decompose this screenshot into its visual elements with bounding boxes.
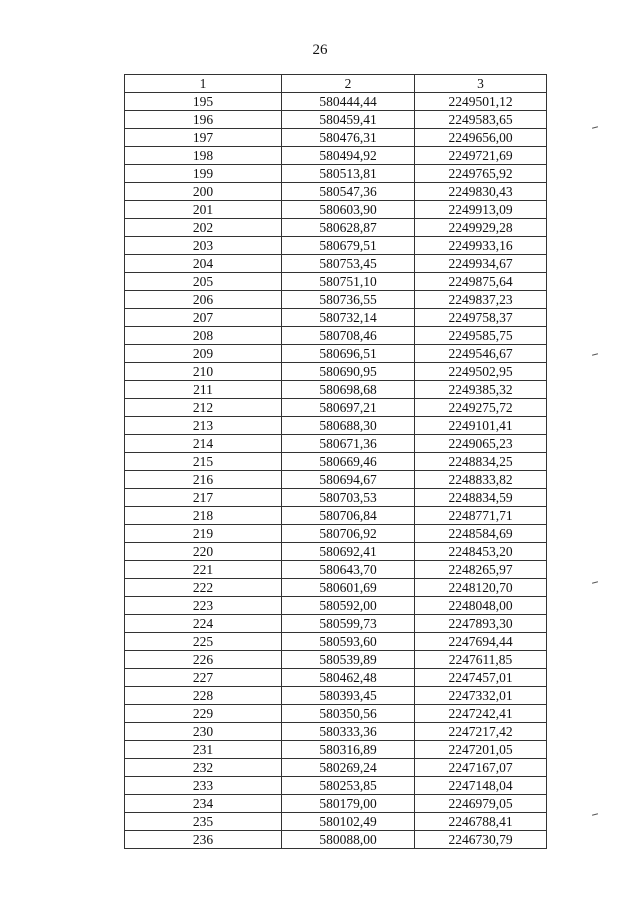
y-coordinate-cell: 2247893,30 (415, 615, 547, 633)
x-coordinate-cell: 580732,14 (282, 309, 415, 327)
table-row (125, 813, 547, 831)
table-row (125, 705, 547, 723)
table-row (125, 507, 547, 525)
x-coordinate-cell: 580690,95 (282, 363, 415, 381)
point-number-cell: 218 (125, 507, 282, 525)
y-coordinate-cell: 2248584,69 (415, 525, 547, 543)
point-number-cell: 216 (125, 471, 282, 489)
point-number-cell: 202 (125, 219, 282, 237)
x-coordinate-cell: 580751,10 (282, 273, 415, 291)
point-number-cell: 206 (125, 291, 282, 309)
y-coordinate-cell: 2247148,04 (415, 777, 547, 795)
point-number-cell: 222 (125, 579, 282, 597)
table-row (125, 687, 547, 705)
x-coordinate-cell: 580444,44 (282, 93, 415, 111)
point-number-cell: 204 (125, 255, 282, 273)
y-coordinate-cell: 2249385,32 (415, 381, 547, 399)
y-coordinate-cell: 2249065,23 (415, 435, 547, 453)
table-row (125, 831, 547, 849)
point-number-cell: 198 (125, 147, 282, 165)
table-row (125, 291, 547, 309)
table-row (125, 165, 547, 183)
x-coordinate-cell: 580269,24 (282, 759, 415, 777)
point-number-cell: 208 (125, 327, 282, 345)
table-row (125, 561, 547, 579)
x-coordinate-cell: 580603,90 (282, 201, 415, 219)
point-number-cell: 225 (125, 633, 282, 651)
x-coordinate-cell: 580393,45 (282, 687, 415, 705)
y-coordinate-cell: 2249101,41 (415, 417, 547, 435)
x-coordinate-cell: 580643,70 (282, 561, 415, 579)
coordinates-table (124, 74, 547, 849)
y-coordinate-cell: 2246788,41 (415, 813, 547, 831)
y-coordinate-cell: 2248453,20 (415, 543, 547, 561)
y-coordinate-cell: 2247167,07 (415, 759, 547, 777)
table-row (125, 543, 547, 561)
x-coordinate-cell: 580698,68 (282, 381, 415, 399)
margin-mark (592, 126, 598, 129)
point-number-cell: 210 (125, 363, 282, 381)
table-row (125, 723, 547, 741)
x-coordinate-cell: 580088,00 (282, 831, 415, 849)
column-header-1: 1 (125, 75, 282, 93)
point-number-cell: 195 (125, 93, 282, 111)
x-coordinate-cell: 580253,85 (282, 777, 415, 795)
table-row (125, 345, 547, 363)
x-coordinate-cell: 580593,60 (282, 633, 415, 651)
table-row (125, 309, 547, 327)
margin-mark (592, 813, 598, 816)
table-row (125, 399, 547, 417)
table-row (125, 147, 547, 165)
x-coordinate-cell: 580599,73 (282, 615, 415, 633)
table-row (125, 453, 547, 471)
x-coordinate-cell: 580179,00 (282, 795, 415, 813)
y-coordinate-cell: 2248833,82 (415, 471, 547, 489)
y-coordinate-cell: 2248120,70 (415, 579, 547, 597)
table-row (125, 471, 547, 489)
table-row (125, 615, 547, 633)
x-coordinate-cell: 580333,36 (282, 723, 415, 741)
x-coordinate-cell: 580316,89 (282, 741, 415, 759)
point-number-cell: 227 (125, 669, 282, 687)
point-number-cell: 213 (125, 417, 282, 435)
column-header-3: 3 (415, 75, 547, 93)
x-coordinate-cell: 580708,46 (282, 327, 415, 345)
table-row (125, 633, 547, 651)
x-coordinate-cell: 580697,21 (282, 399, 415, 417)
x-coordinate-cell: 580462,48 (282, 669, 415, 687)
y-coordinate-cell: 2248771,71 (415, 507, 547, 525)
point-number-cell: 229 (125, 705, 282, 723)
table-row (125, 669, 547, 687)
x-coordinate-cell: 580102,49 (282, 813, 415, 831)
y-coordinate-cell: 2246730,79 (415, 831, 547, 849)
table-row (125, 255, 547, 273)
y-coordinate-cell: 2249933,16 (415, 237, 547, 255)
point-number-cell: 196 (125, 111, 282, 129)
point-number-cell: 230 (125, 723, 282, 741)
table-row (125, 363, 547, 381)
table-row (125, 237, 547, 255)
point-number-cell: 223 (125, 597, 282, 615)
y-coordinate-cell: 2249913,09 (415, 201, 547, 219)
y-coordinate-cell: 2248834,59 (415, 489, 547, 507)
point-number-cell: 215 (125, 453, 282, 471)
table-row (125, 93, 547, 111)
y-coordinate-cell: 2249934,67 (415, 255, 547, 273)
table-row (125, 381, 547, 399)
y-coordinate-cell: 2247457,01 (415, 669, 547, 687)
table-row (125, 597, 547, 615)
point-number-cell: 228 (125, 687, 282, 705)
point-number-cell: 217 (125, 489, 282, 507)
y-coordinate-cell: 2248265,97 (415, 561, 547, 579)
table-row (125, 111, 547, 129)
y-coordinate-cell: 2247201,05 (415, 741, 547, 759)
x-coordinate-cell: 580669,46 (282, 453, 415, 471)
table-row (125, 183, 547, 201)
point-number-cell: 203 (125, 237, 282, 255)
x-coordinate-cell: 580688,30 (282, 417, 415, 435)
x-coordinate-cell: 580696,51 (282, 345, 415, 363)
x-coordinate-cell: 580547,36 (282, 183, 415, 201)
table-row (125, 795, 547, 813)
point-number-cell: 220 (125, 543, 282, 561)
x-coordinate-cell: 580692,41 (282, 543, 415, 561)
x-coordinate-cell: 580350,56 (282, 705, 415, 723)
table-row (125, 417, 547, 435)
y-coordinate-cell: 2247332,01 (415, 687, 547, 705)
y-coordinate-cell: 2249758,37 (415, 309, 547, 327)
table-row (125, 525, 547, 543)
page-number: 26 (312, 42, 328, 58)
point-number-cell: 226 (125, 651, 282, 669)
point-number-cell: 205 (125, 273, 282, 291)
x-coordinate-cell: 580494,92 (282, 147, 415, 165)
point-number-cell: 212 (125, 399, 282, 417)
x-coordinate-cell: 580592,00 (282, 597, 415, 615)
y-coordinate-cell: 2249656,00 (415, 129, 547, 147)
point-number-cell: 200 (125, 183, 282, 201)
y-coordinate-cell: 2249765,92 (415, 165, 547, 183)
y-coordinate-cell: 2249929,28 (415, 219, 547, 237)
y-coordinate-cell: 2246979,05 (415, 795, 547, 813)
table-row (125, 777, 547, 795)
point-number-cell: 221 (125, 561, 282, 579)
x-coordinate-cell: 580539,89 (282, 651, 415, 669)
y-coordinate-cell: 2249546,67 (415, 345, 547, 363)
column-header-2: 2 (282, 75, 415, 93)
point-number-cell: 232 (125, 759, 282, 777)
point-number-cell: 233 (125, 777, 282, 795)
margin-mark (592, 353, 598, 356)
table-row (125, 129, 547, 147)
y-coordinate-cell: 2249721,69 (415, 147, 547, 165)
point-number-cell: 235 (125, 813, 282, 831)
table-row (125, 327, 547, 345)
y-coordinate-cell: 2249501,12 (415, 93, 547, 111)
y-coordinate-cell: 2249502,95 (415, 363, 547, 381)
y-coordinate-cell: 2249275,72 (415, 399, 547, 417)
table-body (125, 93, 547, 849)
x-coordinate-cell: 580706,84 (282, 507, 415, 525)
x-coordinate-cell: 580703,53 (282, 489, 415, 507)
point-number-cell: 214 (125, 435, 282, 453)
table-row (125, 579, 547, 597)
x-coordinate-cell: 580679,51 (282, 237, 415, 255)
x-coordinate-cell: 580694,67 (282, 471, 415, 489)
y-coordinate-cell: 2248048,00 (415, 597, 547, 615)
x-coordinate-cell: 580706,92 (282, 525, 415, 543)
point-number-cell: 211 (125, 381, 282, 399)
x-coordinate-cell: 580736,55 (282, 291, 415, 309)
table-row (125, 435, 547, 453)
y-coordinate-cell: 2249875,64 (415, 273, 547, 291)
margin-mark (592, 581, 598, 584)
point-number-cell: 224 (125, 615, 282, 633)
y-coordinate-cell: 2247694,44 (415, 633, 547, 651)
point-number-cell: 231 (125, 741, 282, 759)
table-row (125, 651, 547, 669)
table-row (125, 489, 547, 507)
y-coordinate-cell: 2248834,25 (415, 453, 547, 471)
x-coordinate-cell: 580459,41 (282, 111, 415, 129)
x-coordinate-cell: 580513,81 (282, 165, 415, 183)
x-coordinate-cell: 580476,31 (282, 129, 415, 147)
y-coordinate-cell: 2249837,23 (415, 291, 547, 309)
y-coordinate-cell: 2247242,41 (415, 705, 547, 723)
table-row (125, 219, 547, 237)
table-row (125, 273, 547, 291)
y-coordinate-cell: 2249830,43 (415, 183, 547, 201)
table-row (125, 201, 547, 219)
point-number-cell: 201 (125, 201, 282, 219)
y-coordinate-cell: 2247217,42 (415, 723, 547, 741)
point-number-cell: 234 (125, 795, 282, 813)
x-coordinate-cell: 580671,36 (282, 435, 415, 453)
x-coordinate-cell: 580601,69 (282, 579, 415, 597)
y-coordinate-cell: 2249585,75 (415, 327, 547, 345)
x-coordinate-cell: 580628,87 (282, 219, 415, 237)
header-row (125, 75, 547, 93)
point-number-cell: 236 (125, 831, 282, 849)
point-number-cell: 197 (125, 129, 282, 147)
table-row (125, 759, 547, 777)
table-row (125, 741, 547, 759)
point-number-cell: 219 (125, 525, 282, 543)
y-coordinate-cell: 2249583,65 (415, 111, 547, 129)
x-coordinate-cell: 580753,45 (282, 255, 415, 273)
point-number-cell: 209 (125, 345, 282, 363)
y-coordinate-cell: 2247611,85 (415, 651, 547, 669)
point-number-cell: 199 (125, 165, 282, 183)
point-number-cell: 207 (125, 309, 282, 327)
